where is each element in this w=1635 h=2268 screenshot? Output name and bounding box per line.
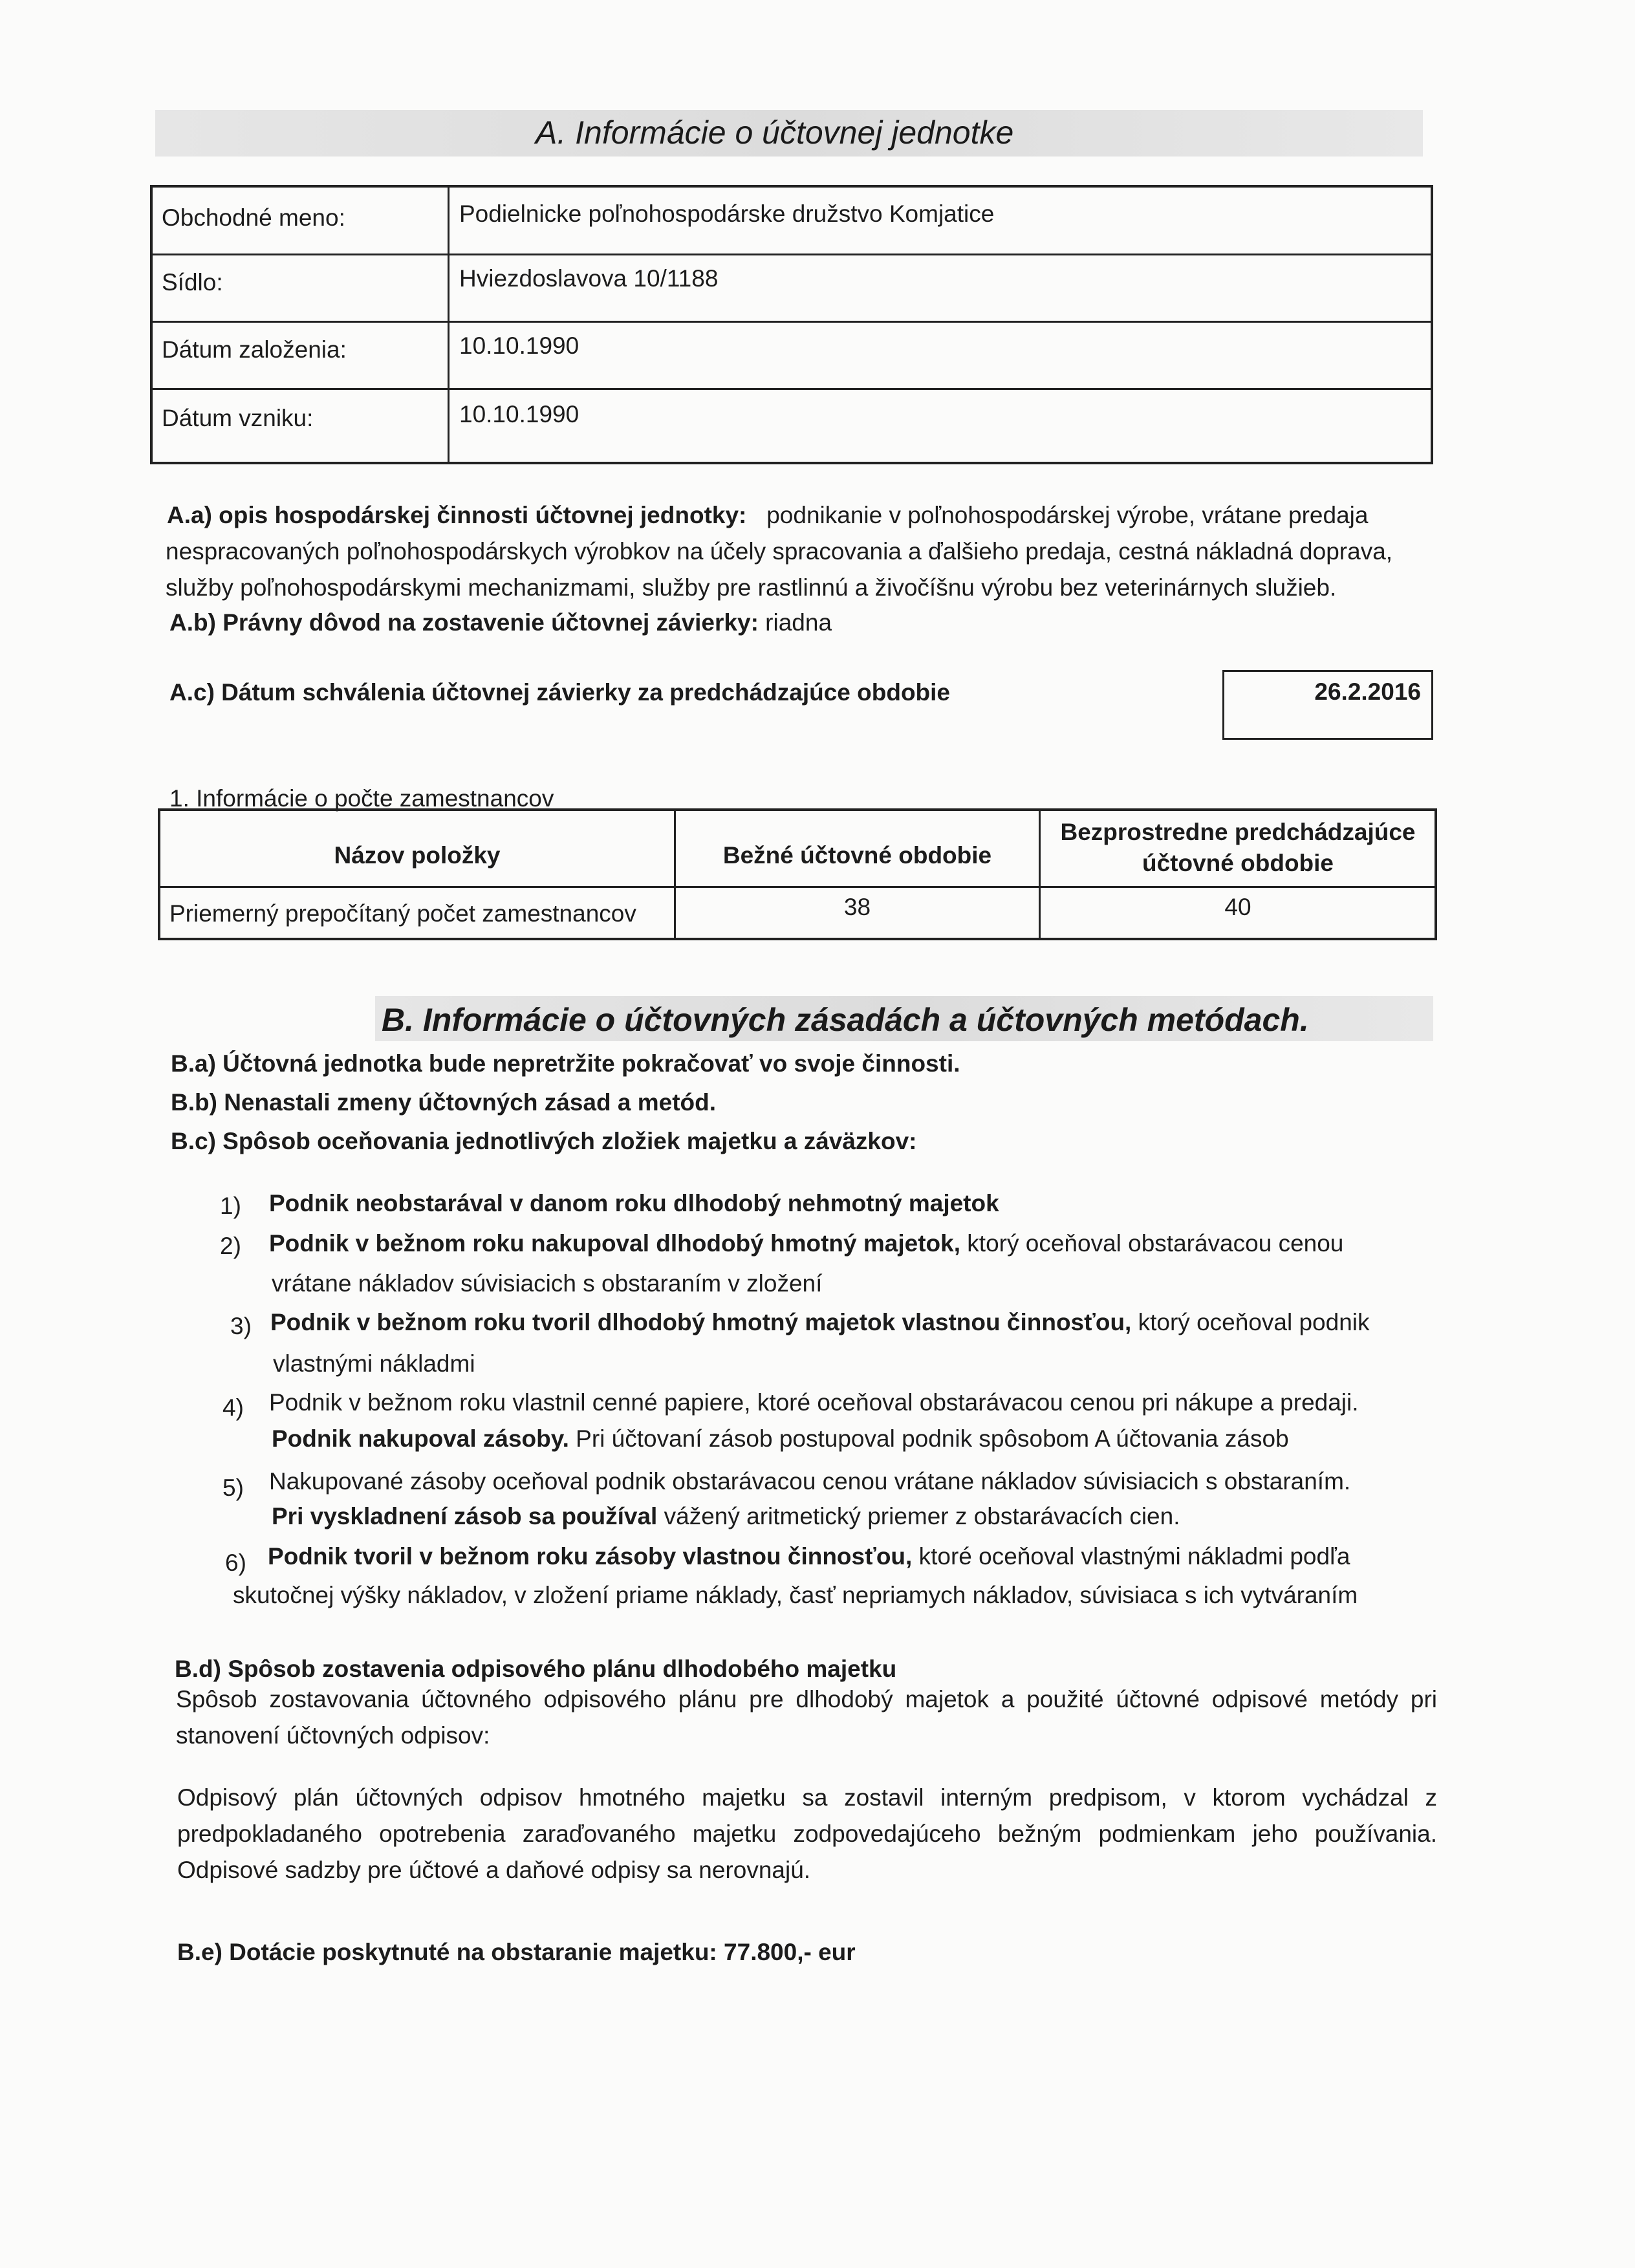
list-item-3-rest: ktorý oceňoval podnik bbox=[1138, 1309, 1370, 1335]
list-number: 6) bbox=[225, 1550, 246, 1576]
list-item-2-line-1 bbox=[269, 1231, 1343, 1255]
value-business-name: Podielnicke poľnohospodárske družstvo Komjatice bbox=[459, 200, 995, 227]
a-a-line-1 bbox=[167, 503, 1368, 527]
value-founding-date: 10.10.1990 bbox=[459, 332, 579, 359]
value-seat: Hviezdoslavova 10/1188 bbox=[459, 265, 719, 292]
a-a-text-1: podnikanie v poľnohospodárskej výrobe, vrátane predaja bbox=[766, 502, 1369, 528]
list-item-4-bold: Podnik nakupoval zásoby. bbox=[272, 1425, 569, 1452]
approval-date-box bbox=[1222, 670, 1433, 740]
list-item-6-line-2: skutočnej výšky nákladov, v zložení priame náklady, časť nepriamych nákladov, súvisiaca s ich vytváraním bbox=[233, 1582, 1358, 1608]
list-item-6-rest: ktoré oceňoval vlastnými nákladmi podľa bbox=[918, 1543, 1350, 1570]
a-b-value: riadna bbox=[765, 609, 832, 636]
table-divider bbox=[160, 886, 1435, 888]
list-item-3-bold: Podnik v bežnom roku tvoril dlhodobý hmotný majetok vlastnou činnosťou, bbox=[270, 1309, 1132, 1335]
b-d-text: Odpisový plán účtovných odpisov hmotného majetku sa zostavil interným predpisom, v ktorom vychádzal z predpokladaného opotrebenia zaraďovaného majetku zodpovedajúceho bežným podmienkam jeho používania. Odpisové sadzby pre účtové a daňové odpisy sa nerovnajú. bbox=[177, 1784, 1437, 1883]
list-item-6-bold: Podnik tvoril v bežnom roku zásoby vlastnou činnosťou, bbox=[268, 1543, 913, 1570]
employees-table bbox=[158, 808, 1437, 940]
b-c-line: B.c) Spôsob oceňovania jednotlivých zložiek majetku a záväzkov: bbox=[171, 1128, 917, 1154]
a-b-label: A.b) Právny dôvod na zostavenie účtovnej závierky: bbox=[169, 609, 759, 636]
label-seat: Sídlo: bbox=[162, 269, 223, 296]
value-creation-date: 10.10.1990 bbox=[459, 401, 579, 427]
b-e-line: B.e) Dotácie poskytnuté na obstaranie majetku: 77.800,- eur bbox=[177, 1939, 856, 1965]
label-business-name: Obchodné meno: bbox=[162, 204, 345, 231]
list-item-3-line-2: vlastnými nákladmi bbox=[273, 1350, 475, 1377]
a-a-line-3: služby poľnohospodárskymi mechanizmami, služby pre rastlinnú a živočíšnu výrobu bez veterinárnych služieb. bbox=[166, 574, 1337, 601]
label-creation-date: Dátum vzniku: bbox=[162, 405, 314, 431]
list-item-6-line-1 bbox=[268, 1544, 1350, 1568]
col-prev-header-1: Bezprostredne predchádzajúce bbox=[1060, 819, 1416, 845]
a-a-label: A.a) opis hospodárskej činnosti účtovnej jednotky: bbox=[167, 502, 747, 528]
b-d-intro: Spôsob zostavovania účtovného odpisového plánu pre dlhodobý majetok a použité účtovné odpisové metódy pri stanovení účtovných odpisov: bbox=[176, 1686, 1437, 1749]
table-divider bbox=[153, 254, 1431, 255]
employees-title: 1. Informácie o počte zamestnancov bbox=[169, 785, 554, 812]
b-d-label: B.d) Spôsob zostavenia odpisového plánu dlhodobého majetku bbox=[175, 1656, 897, 1682]
list-item-1-text: Podnik neobstarával v danom roku dlhodobý nehmotný majetok bbox=[269, 1190, 999, 1216]
list-item-5-bold: Pri vyskladnení zásob sa používal bbox=[272, 1503, 658, 1529]
table-divider bbox=[153, 321, 1431, 323]
b-b-line: B.b) Nenastali zmeny účtovných zásad a metód. bbox=[171, 1089, 716, 1116]
approval-date-value: 26.2.2016 bbox=[1314, 678, 1421, 705]
label-founding-date: Dátum založenia: bbox=[162, 336, 347, 363]
col-current-header: Bežné účtovné obdobie bbox=[722, 842, 992, 869]
table-divider bbox=[153, 388, 1431, 390]
a-b-line bbox=[169, 610, 832, 634]
table-divider bbox=[674, 811, 676, 940]
list-item-2-line-2: vrátane nákladov súvisiacich s obstaraním v zložení bbox=[272, 1270, 823, 1297]
list-number: 3) bbox=[230, 1313, 252, 1339]
a-c-label: A.c) Dátum schválenia účtovnej závierky za predchádzajúce obdobie bbox=[169, 679, 950, 706]
list-item-5-line-2 bbox=[272, 1504, 1180, 1528]
list-item-4-line-1: Podnik v bežnom roku vlastnil cenné papiere, ktoré oceňoval obstarávacou cenou pri nákupe a predaji. bbox=[269, 1389, 1359, 1416]
list-item-5-rest: vážený aritmetický priemer z obstarávacích cien. bbox=[664, 1503, 1180, 1529]
list-number: 4) bbox=[222, 1394, 244, 1421]
b-a-line: B.a) Účtovná jednotka bude nepretržite pokračovať vo svoje činnosti. bbox=[171, 1050, 960, 1077]
table-divider bbox=[448, 188, 449, 464]
list-item-3-line-1 bbox=[270, 1310, 1370, 1334]
list-item-2-rest: ktorý oceňoval obstarávacou cenou bbox=[967, 1230, 1344, 1257]
row-avg-employees-label: Priemerný prepočítaný počet zamestnancov bbox=[169, 900, 636, 927]
list-item-4-line-2 bbox=[272, 1427, 1289, 1451]
list-item-2-bold: Podnik v bežnom roku nakupoval dlhodobý hmotný majetok, bbox=[269, 1230, 961, 1257]
section-a-title: A. Informácie o účtovnej jednotke bbox=[536, 114, 1014, 151]
col-prev-header-2: účtovné obdobie bbox=[1142, 850, 1334, 876]
section-b-title: B. Informácie o účtovných zásadách a účtovných metódach. bbox=[382, 1002, 1309, 1038]
list-number: 1) bbox=[220, 1193, 241, 1219]
list-item-5-line-1: Nakupované zásoby oceňoval podnik obstarávacou cenou vrátane nákladov súvisiacich s obstaraním. bbox=[269, 1468, 1351, 1495]
a-a-line-2: nespracovaných poľnohospodárskych výrobkov na účely spracovania a ďalšieho predaja, cestná nákladná doprava, bbox=[166, 538, 1393, 565]
list-number: 2) bbox=[220, 1233, 241, 1259]
list-number: 5) bbox=[222, 1474, 244, 1501]
list-item-4-rest: Pri účtovaní zásob postupoval podnik spôsobom A účtovania zásob bbox=[576, 1425, 1289, 1452]
row-avg-employees-prev: 40 bbox=[1224, 894, 1251, 920]
row-avg-employees-current: 38 bbox=[843, 894, 871, 920]
entity-info-table bbox=[150, 185, 1433, 464]
col-item-header: Názov položky bbox=[334, 842, 501, 869]
